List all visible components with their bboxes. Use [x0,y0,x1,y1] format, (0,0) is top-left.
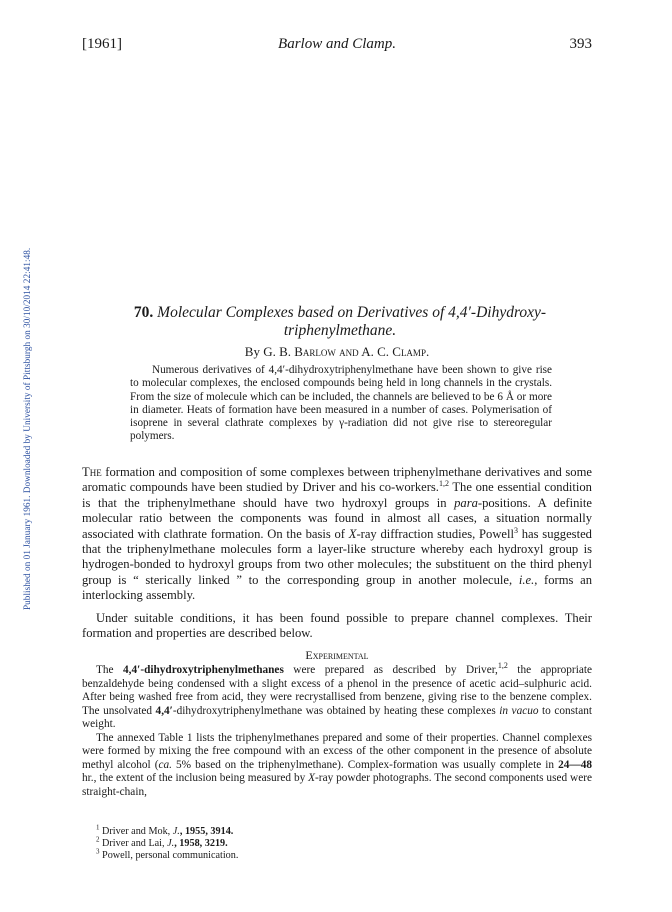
intro-text: has suggested that the triphenylmethane molecules form a layer-like structure whereby each hydroxyl group is hydrogen-bonded to hydroxyl groups from two other molecules; the substituent on the third phenyl group is “ sterically linked ” to the corresponding group in another molecule, [82,526,592,587]
experimental-paragraph-2 [82,732,592,800]
section-heading-experimental: Experimental [305,648,369,662]
article-number: 70. [133,304,154,321]
compound-name: 4,4′-dihydroxytriphenylmethanes [123,664,284,676]
citation-ref: 1,2 [497,661,508,671]
footnote-ref: , 1958, 3219. [174,838,228,849]
italic-term: in vacuo [499,704,539,717]
byline [82,344,592,360]
exp-text: The [96,664,124,676]
byline-by: By [244,344,260,359]
article-title [90,304,590,340]
journal-abbrev: J. [167,838,175,849]
intro-text: , forms an interlocking assembly. [82,572,592,603]
intro-text: Under suitable conditions, it has been found possible to prepare channel complexes. Their formation and properties are described below. [82,611,592,641]
intro-text: formation and composition of some complexes between triphenylmethane derivatives and some aromatic compounds have been studied by Driver and his co-workers. [82,465,592,495]
exp-text: the appropriate benzaldehyde being condensed with a slight excess of a phenol in the presence of acetic acid–sulphuric acid. After being washed free from acid, they were recrystallised from benzene, giving rise to the benzene complex. The unsolvated [82,664,592,717]
lead-word: The [82,465,102,479]
italic-term: i.e. [518,572,535,587]
footnotes [96,823,239,862]
footnote-text: Powell, personal communication. [99,850,239,861]
exp-text: -dihydroxytriphenylmethane was obtained by heating these complexes [172,704,500,717]
footnote-mark: 3 [96,847,100,856]
exp-text: The annexed Table 1 lists the triphenylmethanes prepared and some of their properties. Channel complexes were formed by mixing the free compound with an excess of the other component in the presence of absolute methyl alcohol ( [82,731,592,771]
intro-text: -positions. A definite molecular ratio between the components was found in almost all cases, a situation normally associated with clathrate formation. On the basis of [82,495,592,541]
download-stamp: Published on 01 January 1961. Downloaded by University of Pittsburgh on 30/10/2014 22:41:48. [22,247,32,610]
exp-text: hr., the extent of the inclusion being measured by [82,772,309,784]
exp-text: were prepared as described by Driver, [283,664,498,676]
bold-number: 24—48 [558,758,592,771]
citation-ref: 3 [514,525,519,535]
exp-text: -ray powder photographs. The second components used were straight-chain, [82,772,592,798]
footnote-text: Driver and Mok, [99,826,173,837]
intro-paragraph-2 [82,611,592,642]
footnote [96,823,238,838]
footnote [96,835,238,850]
footnote-mark: 1 [96,823,100,832]
authors: G. B. Barlow and A. C. Clamp. [263,344,430,359]
experimental-text [82,661,592,799]
footnote [96,847,239,862]
italic-term: X [348,526,357,541]
exp-text: to constant weight. [82,704,592,730]
italic-term: X [308,772,316,784]
italic-term: para [454,495,478,510]
running-header [82,36,592,56]
page-number: 393 [569,36,592,52]
title-line-2: triphenylmethane. [283,322,397,339]
intro-text: The one essential condition is that the triphenylmethane should have two hydroxyl groups in [82,480,592,510]
italic-term: ca. [158,758,172,771]
journal-abbrev: J. [172,826,180,837]
title-line-1: Molecular Complexes based on Derivatives of 4,4′-Dihydroxy- [157,304,547,321]
footnote-ref: , 1955, 3914. [179,826,234,837]
compound-name: 4,4′ [155,704,173,717]
footnote-text: Driver and Lai, [99,838,168,849]
citation-ref: 1,2 [438,479,449,489]
running-title: Barlow and Clamp. [278,36,396,52]
journal-year: [1961] [82,36,122,52]
exp-text: 5% based on the triphenylmethane). Complex-formation was usually complete in [171,758,559,771]
experimental-paragraph-1 [82,661,592,732]
footnote-mark: 2 [96,835,100,844]
abstract: Numerous derivatives of 4,4′-dihydroxytriphenylmethane have been shown to give rise to molecular complexes, the enclosed compounds being held in long channels in the crystals. From the size of molecule which can be included, the channels are believed to be 6 Å or more in diameter. Heats of formation have been measured in a number of cases. Polymerisation of isoprene in several clathrate complexes by γ-radiation did not give rise to stereoregular polymers. [130,364,552,443]
intro-paragraph-1 [82,465,592,604]
intro-text: -ray diffraction studies, Powell [356,526,515,541]
